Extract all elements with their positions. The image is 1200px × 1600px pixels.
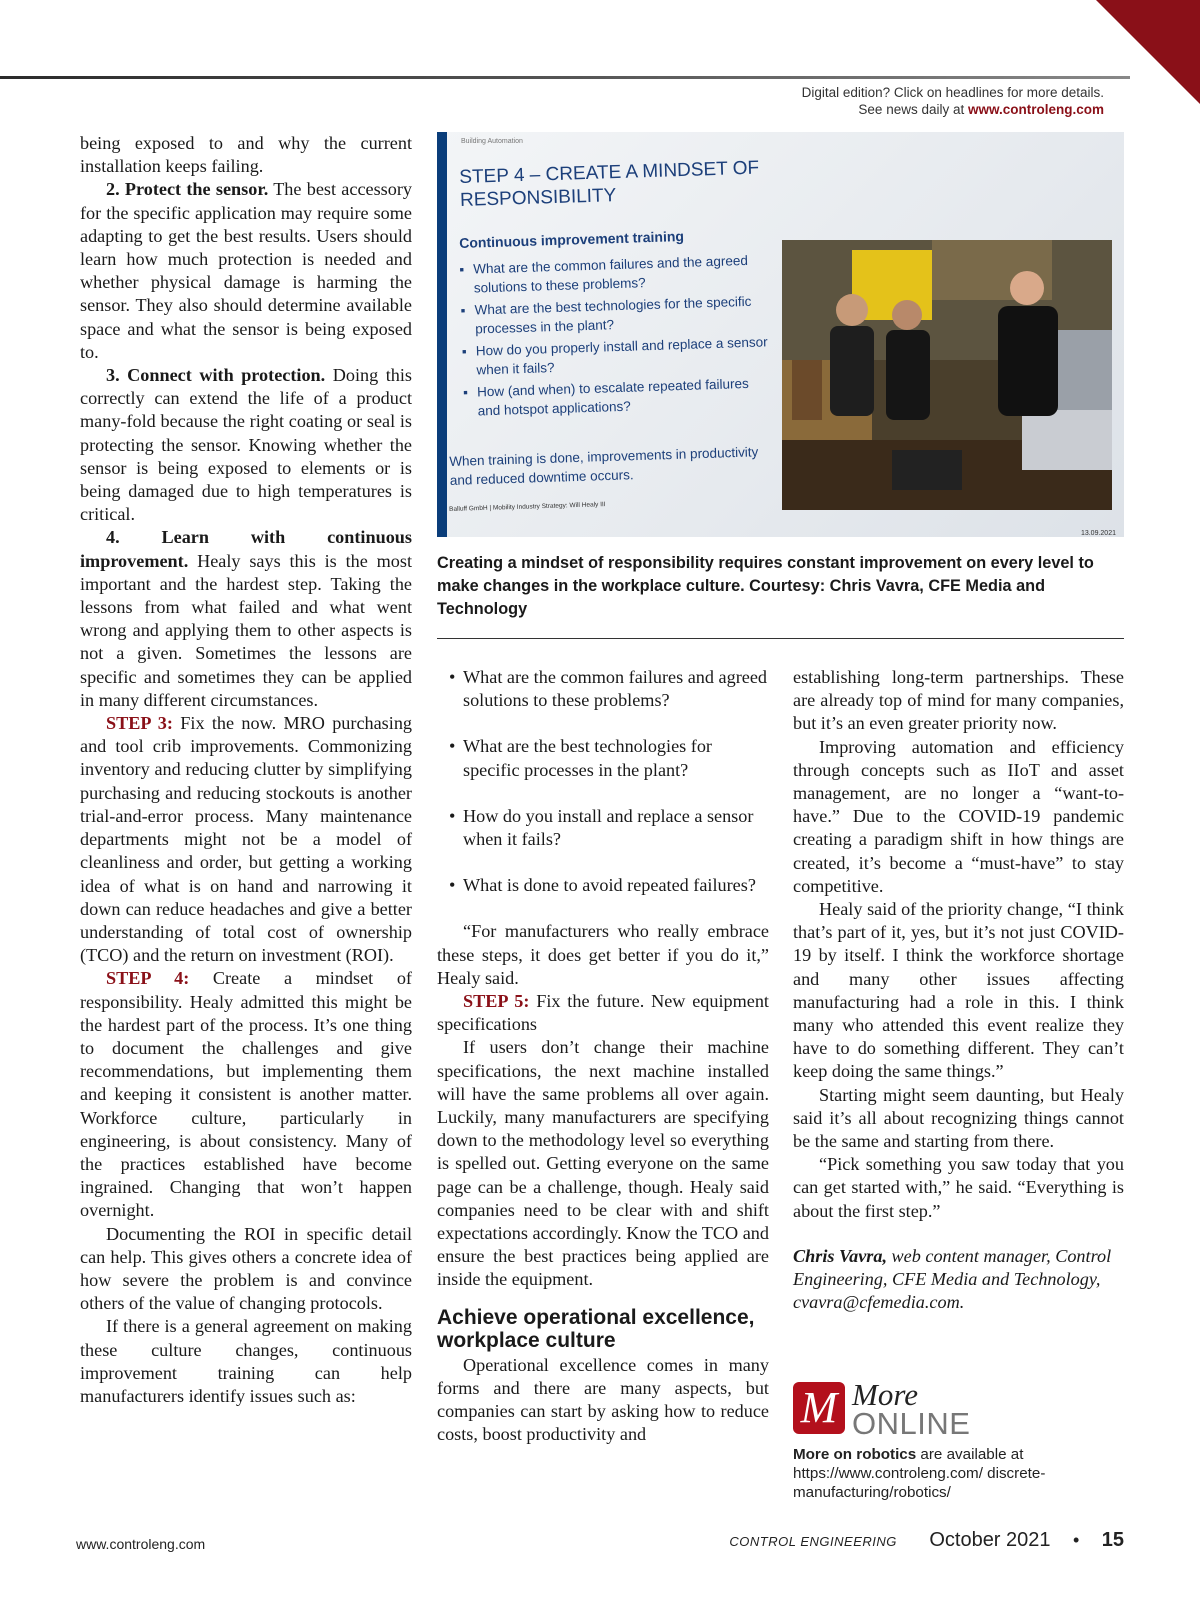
section-heading[interactable]: Achieve operational excellence, workplace culture [437,1305,755,1352]
step-label: STEP 4: [106,968,190,989]
paragraph: being exposed to and why the current installation keeps failing. [80,133,412,177]
step-label: STEP 5: [463,991,530,1012]
more-online-logo: M [793,1382,845,1434]
footer-folio [729,1529,1124,1552]
slide-bullet-list [459,250,774,424]
folio-separator: • [1072,1530,1080,1550]
author-byline: Chris Vavra, web content manager, Control Engineering, CFE Media and Technology, cvavra@cfemedia.com. [793,1245,1112,1313]
list-item: • What are the common failures and agreed solutions to these problems? [437,666,769,712]
footer-website-link[interactable]: www.controleng.com [76,1536,206,1552]
column-3 [793,666,1124,1314]
slide-bullet: ▪ What are the common failures and the agreed solutions to these problems? [459,250,770,298]
paragraph: Improving automation and efficiency through concepts such as IIoT and asset management, are no longer a “want-to-have.” Due to the COVID-19 pandemic creating a paradigm shift in how things are created, it’s become a “must-have” to stay competitive. [793,736,1124,896]
paragraph: If users don’t change their machine specifications, the next machine installed will have the same problems all over again. Luckily, many manufacturers are specifying down to the methodology level so everything is spelled out. Getting everyone on the same page can be a challenge, though. Healy said companies need to be clear with and shift expectations accordingly. Know the TCO and ensure the best practices being applied are inside the equipment. [437,1037,769,1290]
more-online-text[interactable]: More on robotics are available at https://www.controleng.com/ discrete-manufacturing/robotics/ [793,1446,1046,1501]
list-item: • What is done to avoid repeated failures? [437,874,769,897]
header-url-link[interactable]: www.controleng.com [967,102,1104,117]
figure-caption: Creating a mindset of responsibility requires constant improvement on every level to make changes in the workplace culture. Courtesy: Chris Vavra, CFE Media and Technology [437,554,1094,618]
paragraph: If there is a general agreement on making these culture changes, continuous improvement training can help manufacturers identify issues such as: [80,1316,412,1406]
paragraph: “For manufacturers who really embrace these steps, it does get better if you do it,” Healy said. [437,921,769,988]
paragraph: Operational excellence comes in many forms and there are many aspects, but companies can start by asking how to reduce costs, boost productivity and [437,1354,769,1445]
corner-tab [1096,0,1200,104]
issue-date: October 2021 [929,1529,1051,1551]
magazine-name: CONTROL ENGINEERING [729,1534,897,1549]
column-2 [437,666,769,1446]
section-divider [437,638,1124,639]
paragraph: Starting might seem daunting, but Healy said it’s all about recognizing things cannot be the same and starting from there. [793,1084,1124,1152]
slide-bullet: ▪ What are the best technologies for the specific processes in the plant? [460,291,771,339]
paragraph: establishing long-term partnerships. These are already top of mind for many companies, but it’s an even greater priority now. [793,667,1124,734]
slide-edge [437,132,447,537]
paragraph: STEP 3: Fix the now. MRO purchasing and tool crib improvements. Commonizing inventory and reducing clutter by simplifying purchasing and reducing stockouts is another trial-and-error process. Many maintenance departments might not be a model of cleanliness and order, but getting a working idea of what is on hand and narrowing it down can reduce headaches and give a better understanding of total cost of ownership (TCO) and the return on investment (ROI). [80,713,413,966]
header-note [802,84,1104,118]
paragraph: STEP 4: Create a mindset of responsibility. Healy admitted this might be the hardest part of the process. It’s one thing to document the challenges and give recommendations, but implementing them and keeping it consistent is another matter. Workforce culture, particularly in engineering, is about consistency. Many of the practices established have become ingrained. Changing that won’t happen overnight. [80,968,412,1221]
paragraph: “Pick something you saw today that you can get started with,” he said. “Everything is about the first step.” [793,1154,1124,1221]
slide-title: STEP 4 – CREATE A MINDSET OF RESPONSIBILITY [459,157,760,211]
column-1 [80,132,412,1408]
header-line1: Digital edition? Click on headlines for more details. [801,85,1104,100]
list-item: • What are the best technologies for specific processes in the plant? [437,735,769,781]
slide-photo [437,132,1124,537]
list-item: • How do you install and replace a sensor when it fails? [437,805,769,851]
workshop-illustration [782,240,1112,510]
slide-footer: Balluff GmbH | Mobility Industry Strategy: Will Healy III [449,501,606,513]
slide-closing: When training is done, improvements in productivity and reduced downtime occurs. [449,444,759,488]
slide-bullet: ▪ How do you properly install and replace a sensor when it fails? [462,332,773,380]
slide-tiny-label: Building Automation [461,138,523,145]
paragraph: Healy said of the priority change, “I think that’s part of it, yes, but it’s not just COVID-19 by itself. I think the workforce shortage and many other issues affecting manufacturing had a role in this. I think many who attended this event realize they have to do something different. They can’t keep doing the same things.” [793,899,1124,1082]
top-rule [0,76,1130,79]
paragraph: STEP 5: Fix the future. New equipment specifications [437,991,769,1035]
header-line2: See news daily at www.controleng.com [858,102,1104,117]
paragraph: Documenting the ROI in specific detail can help. This gives others a concrete idea of how severe the problem is and convince others of the value of changing protocols. [80,1223,412,1314]
slide-subtitle: Continuous improvement training [459,227,685,251]
workshop-photo [782,240,1112,510]
step-label: STEP 3: [106,713,173,734]
paragraph: 2. Protect the sensor. The best accessory for the specific application may require some adapting to get the best results. Users should learn how much protection is needed and whether physical damage is harming the sensor. They also should determine available space and what the sensor is being exposed to. [80,179,412,362]
more-online-more: More [852,1377,918,1412]
slide-bullet: ▪ How (and when) to escalate repeated failures and hotspot applications? [463,373,774,421]
page-number: 15 [1101,1529,1124,1551]
paragraph: 4. Learn with continuous improvement. Healy says this is the most important and the hardest step. Taking the lessons from what failed and what went wrong and applying them to other aspects is not a given. Sometimes the lessons are specific and sometimes they can be applied in many different circumstances. [80,527,412,710]
paragraph: 3. Connect with protection. Doing this correctly can extend the life of a product many-fold because the right coating or seal is protecting the sensor. Knowing whether the sensor is being exposed to elements or is being damaged due to high temperatures is critical. [80,365,412,525]
slide-date: 13.09.2021 [1080,530,1116,537]
bullet-list [437,666,769,897]
more-online-online: ONLINE [852,1406,971,1441]
